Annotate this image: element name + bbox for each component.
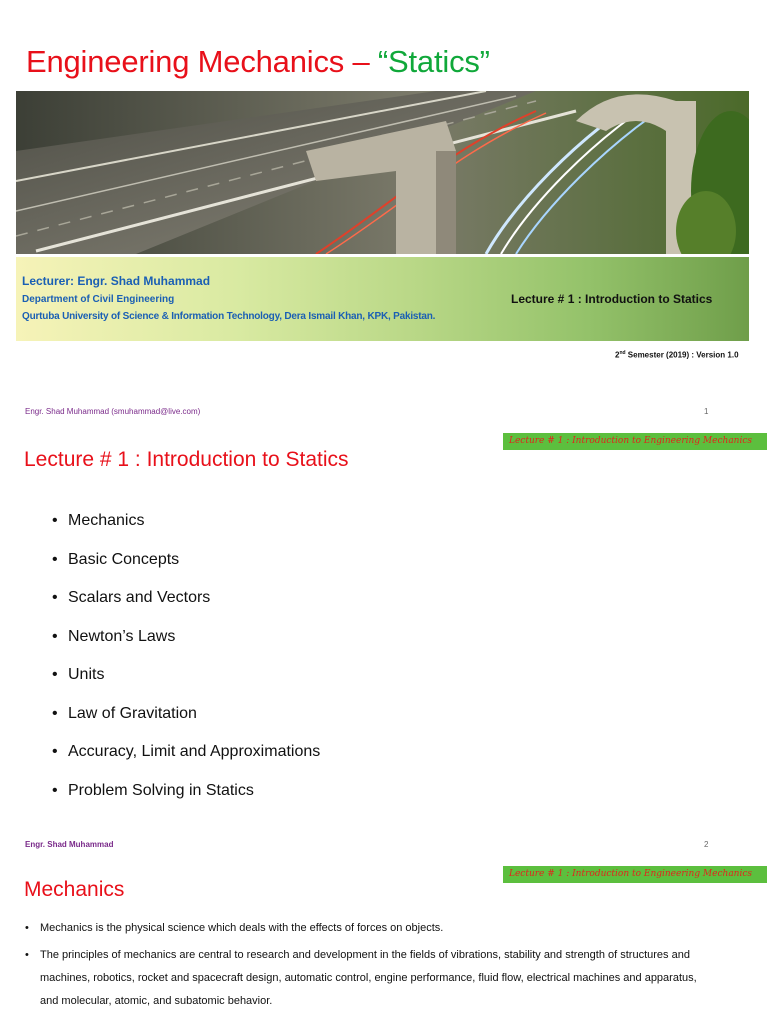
- department: Department of Civil Engineering: [22, 294, 175, 305]
- topics-list: [52, 512, 320, 820]
- lecturer-name: Lecturer: Engr. Shad Muhammad: [22, 274, 211, 288]
- bullet-icon: •: [52, 512, 58, 529]
- slide2-footer: Engr. Shad Muhammad: [25, 840, 114, 849]
- bullet-icon: •: [25, 949, 29, 961]
- slide3-body: [25, 917, 753, 1013]
- list-item: • Mechanics: [52, 512, 145, 529]
- slide2-title: Lecture # 1 : Introduction to Statics: [24, 448, 349, 471]
- bullet-icon: •: [25, 922, 29, 934]
- bullet-icon: •: [52, 704, 58, 722]
- slide1-page-number: 1: [704, 407, 709, 416]
- list-item: • Newton’s Laws: [52, 627, 176, 645]
- title-banner: [16, 257, 749, 341]
- list-item: • Problem Solving in Statics: [52, 781, 254, 799]
- list-item: • Accuracy, Limit and Approximations: [52, 743, 321, 760]
- list-item: • Scalars and Vectors: [52, 589, 211, 606]
- highway-photo: [16, 91, 749, 254]
- slide2-page-number: 2: [704, 840, 709, 849]
- bullet-icon: •: [52, 781, 58, 799]
- university: Qurtuba University of Science & Information Technology, Dera Ismail Khan, KPK, Pakistan.: [22, 311, 436, 322]
- bullet-icon: •: [52, 743, 58, 760]
- paragraph: • Mechanics is the physical science which deals with the effects of forces on objects.: [25, 917, 753, 940]
- bullet-icon: •: [52, 550, 58, 568]
- slide1-title: Engineering Mechanics – “Statics”: [26, 44, 490, 79]
- bullet-icon: •: [52, 666, 58, 683]
- slide3-title: Mechanics: [24, 878, 125, 901]
- list-item: • Units: [52, 666, 105, 683]
- paragraph: • The principles of mechanics are central to research and development in the fields of vibrations, stability and strength of structures and machines, robotics, rocket and spacecraft design, automatic control, engine performance, fluid flow, electrical machines and apparatus, and molecular, atomic, and subatomic behavior.: [25, 944, 753, 1013]
- semester-version: 2nd Semester (2019) : Version 1.0: [615, 350, 739, 360]
- list-item: • Law of Gravitation: [52, 704, 197, 722]
- bullet-icon: •: [52, 589, 58, 606]
- slide2-lecture-tag: Lecture # 1 : Introduction to Engineering Mechanics: [503, 433, 767, 450]
- slide3-lecture-tag: Lecture # 1 : Introduction to Engineering Mechanics: [503, 866, 767, 883]
- list-item: • Basic Concepts: [52, 550, 180, 568]
- slide1-footer: Engr. Shad Muhammad (smuhammad@live.com): [25, 407, 201, 416]
- bullet-icon: •: [52, 627, 58, 645]
- lecture-number: Lecture # 1 : Introduction to Statics: [511, 292, 713, 306]
